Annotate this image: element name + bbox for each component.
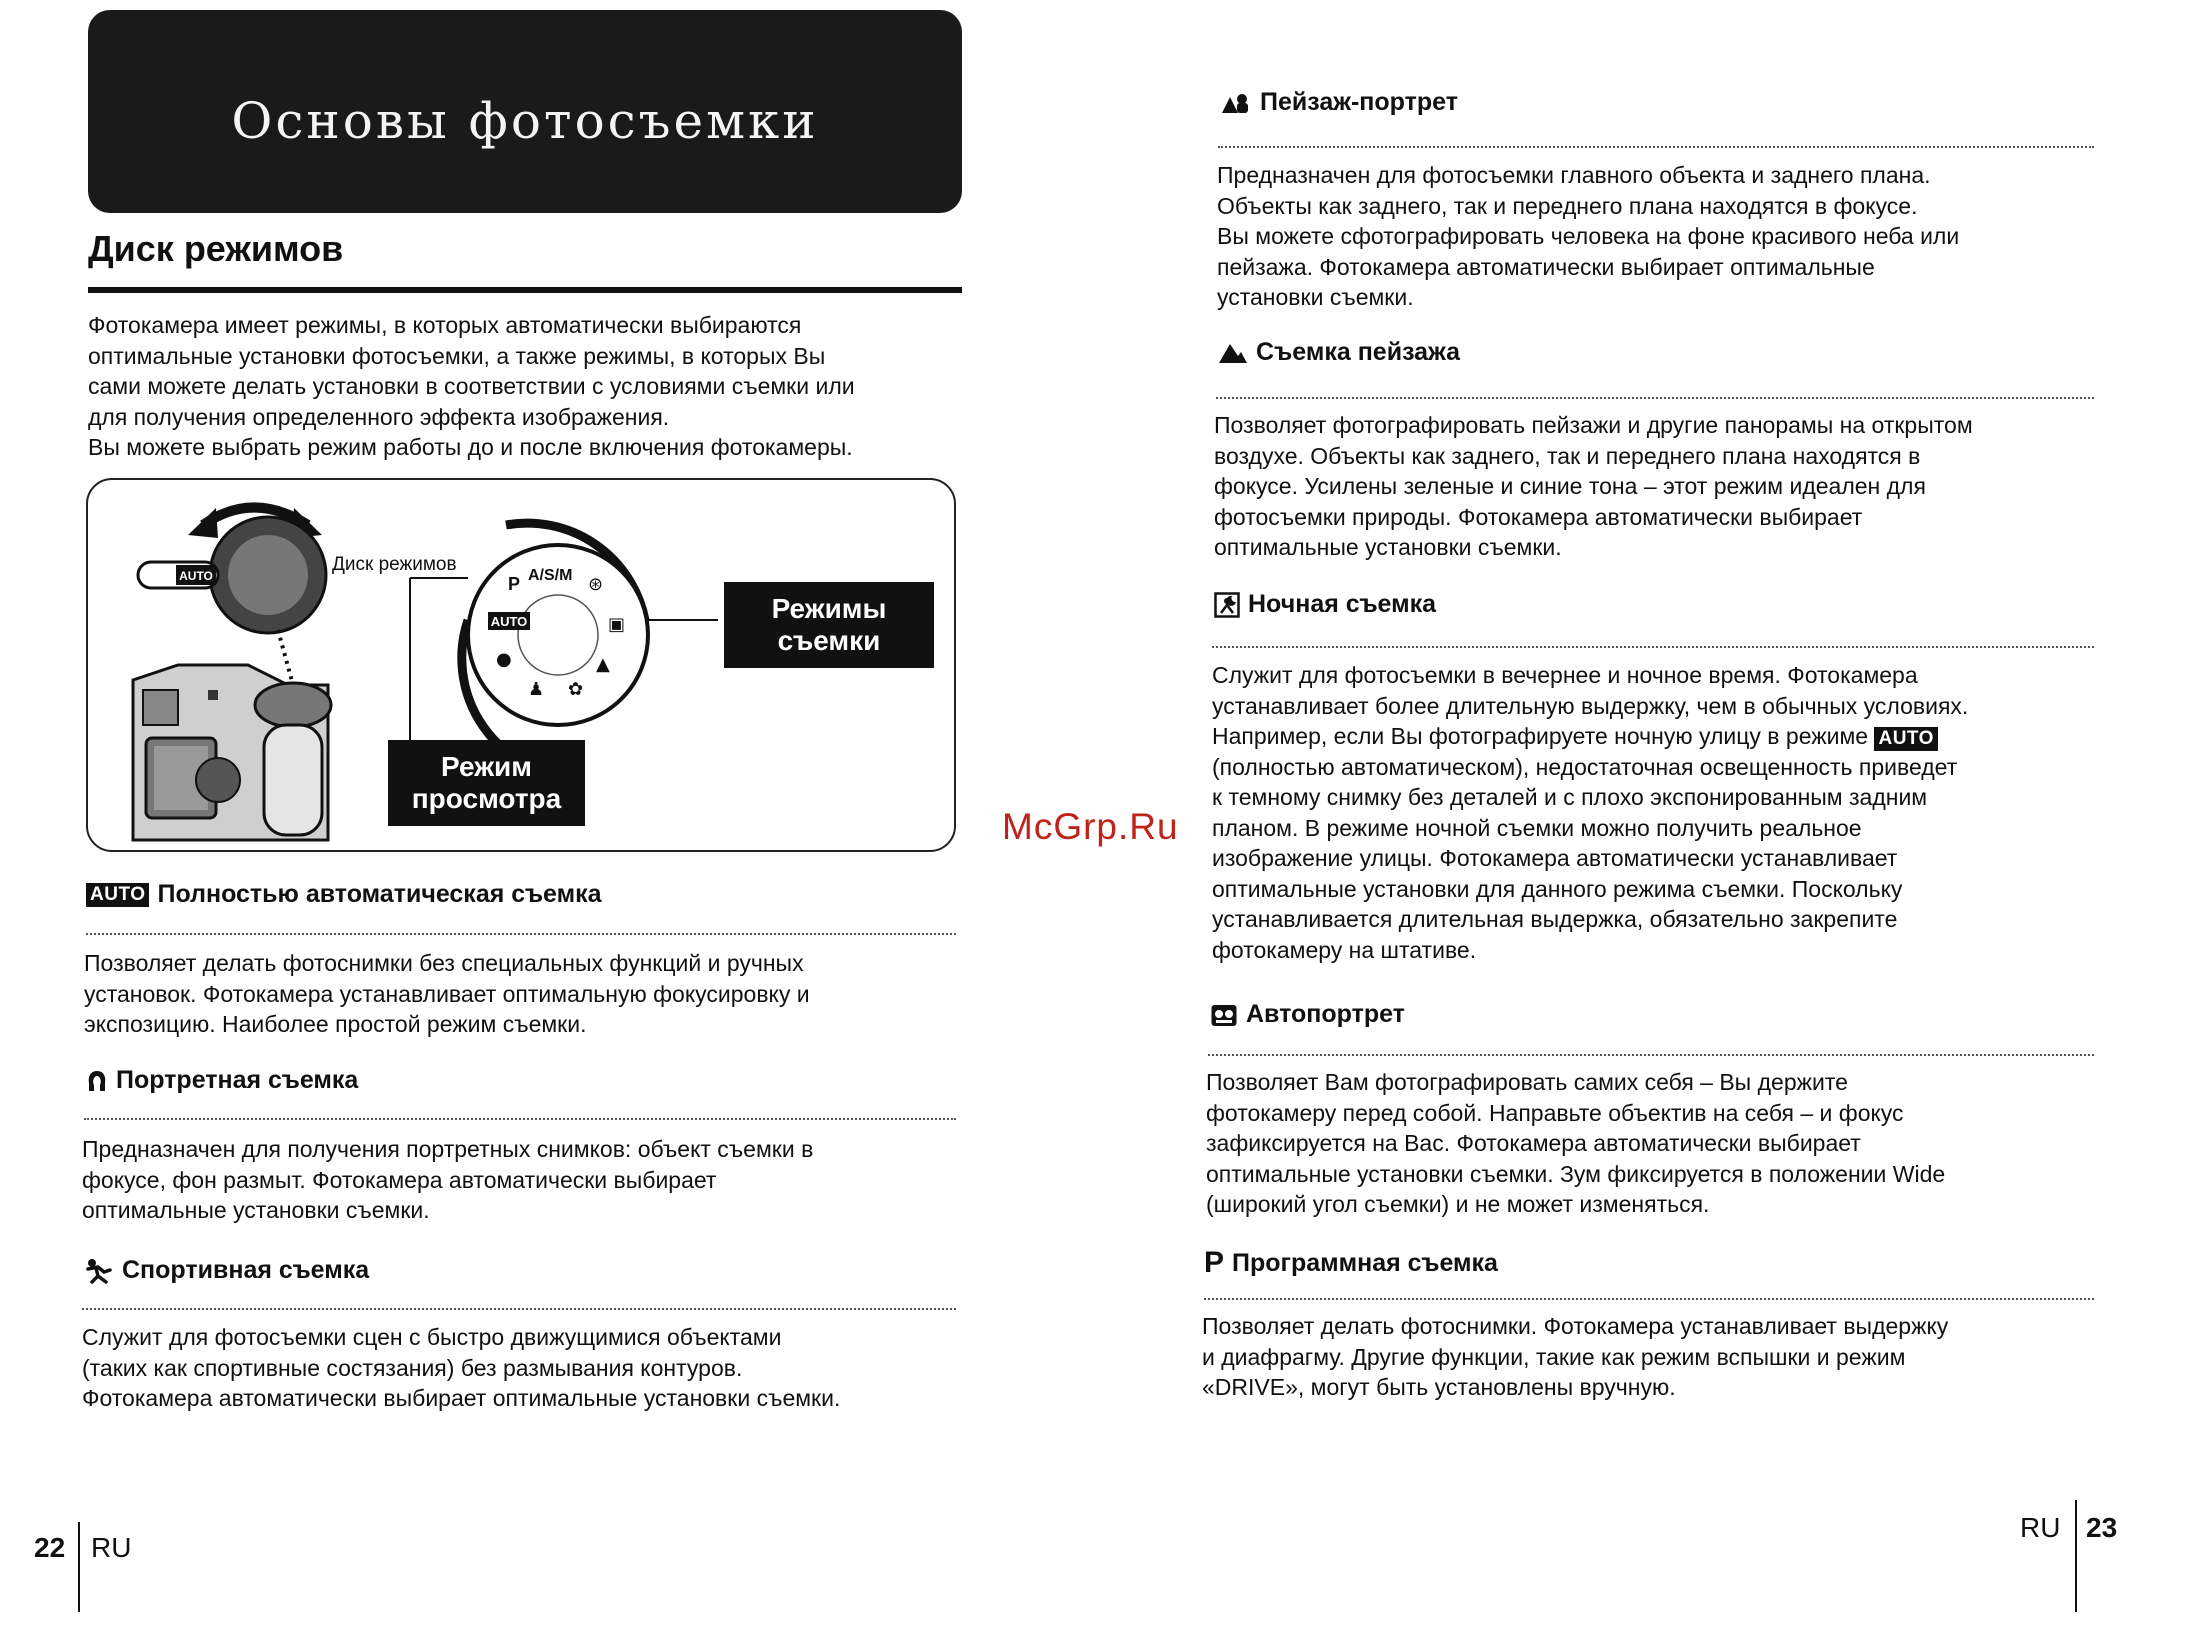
right-page	[1090, 0, 2189, 1647]
svg-text:P: P	[508, 574, 521, 594]
auto-icon: AUTO	[86, 883, 149, 907]
section-heading-program	[1204, 1248, 1498, 1278]
landscape-icon	[1218, 341, 1248, 365]
shooting-modes-callout: Режимы съемки	[724, 582, 934, 668]
section-rule	[1204, 1298, 2094, 1300]
section-text-sports: Служит для фотосъемки сцен с быстро движущимися объектами (таких как спортивные состязания) без размывания контуров. Фотокамера автоматически выбирает оптимальные установки съемки.	[82, 1324, 841, 1411]
chapter-title: Основы фотосъемки	[231, 91, 819, 150]
section-heading-night	[1214, 590, 1436, 619]
section-rule	[82, 1308, 956, 1310]
watermark: McGrp.Ru	[1002, 806, 1179, 847]
svg-text:AUTO: AUTO	[179, 569, 213, 583]
svg-text:▣: ▣	[608, 614, 626, 635]
dial-label: Диск режимов	[332, 554, 457, 575]
auto-icon: AUTO	[1874, 727, 1937, 751]
svg-text:●: ●	[496, 649, 512, 670]
section-heading-auto	[86, 880, 602, 909]
self-portrait-icon	[1210, 1002, 1238, 1028]
camera-icon	[133, 665, 331, 840]
section-title: Программная съемка	[1232, 1248, 1498, 1277]
landscape-portrait-icon	[1220, 91, 1252, 115]
mode-dial-diagram	[86, 478, 956, 852]
page-language: RU	[2020, 1512, 2061, 1543]
svg-text:A/S/M: A/S/M	[528, 567, 573, 584]
section-rule	[1208, 1054, 2094, 1056]
section-title: Съемка пейзажа	[1256, 338, 1461, 366]
section-title: Пейзаж-портрет	[1260, 88, 1458, 116]
intro-paragraph: Фотокамера имеет режимы, в которых автоматически выбираются оптимальные установки фотосъемки, а также режимы, в которых Вы сами можете делать установки в соответствии с условиями съемки или для получения определенного эффекта изображения. Вы можете выбрать режим работы до и после включения фотокамеры.	[88, 312, 855, 460]
section-heading-portrait	[86, 1066, 358, 1095]
section-rule	[1212, 646, 2094, 648]
svg-text:✿: ✿	[568, 679, 584, 700]
section-text-landscape: Позволяет фотографировать пейзажи и другие панорамы на открытом воздухе. Объекты как заднего, так и переднего плана находятся в фокусе. Усилены зеленые и синие тона – этот режим идеален для фотосъемки природы. Фотокамера автоматически выбирает оптимальные установки съемки.	[1214, 412, 1973, 560]
portrait-icon	[86, 1069, 108, 1093]
section-rule	[1218, 146, 2094, 148]
svg-text:♟: ♟	[528, 679, 545, 700]
section-text-landscape-portrait: Предназначен для фотосъемки главного объекта и заднего плана. Объекты как заднего, так и переднего плана находятся в фокусе. Вы можете сфотографировать человека на фоне красивого неба или пейзажа. Фотокамера автоматически выбирает оптимальные установки съемки.	[1217, 162, 1960, 310]
sports-icon	[84, 1258, 114, 1284]
night-text-part2: (полностью автоматическом), недостаточная освещенность приведет к темному снимку без деталей и с плохо экспонированным задним планом. В режиме ночной съемки можно получить реальное изображение улицы. Фотокамера автоматически устанавливает оптимальные установки для данного режима съемки. Поскольку устанавливается длительная выдержка, обязательно закрепите фотокамеру на штативе.	[1212, 753, 1958, 963]
section-heading-self-portrait	[1210, 1000, 1405, 1029]
section-title: Спортивная съемка	[122, 1256, 370, 1284]
section-title: Ночная съемка	[1248, 590, 1437, 618]
page-divider	[2075, 1500, 2077, 1612]
section-title: Полностью автоматическая съемка	[157, 880, 602, 908]
section-rule	[1216, 397, 2094, 399]
program-icon: P	[1204, 1246, 1225, 1279]
section-heading-landscape	[1218, 338, 1460, 367]
page-heading: Диск режимов	[88, 228, 344, 269]
page-number: 22	[34, 1532, 66, 1563]
night-text-part1: Служит для фотосъемки в вечернее и ночное время. Фотокамера устанавливает более длительную выдержку, чем в обычных условиях. Например, если Вы фотографируете ночную улицу в режиме	[1212, 662, 1969, 749]
chapter-title-banner	[88, 10, 962, 213]
page-number: 23	[2086, 1512, 2118, 1543]
section-text-night	[1212, 660, 2122, 965]
page-divider	[78, 1522, 80, 1612]
night-icon	[1214, 592, 1240, 618]
left-page	[0, 0, 1090, 1647]
svg-text:▲: ▲	[596, 654, 610, 675]
section-heading-sports	[84, 1256, 369, 1285]
page-language: RU	[91, 1532, 132, 1563]
section-rule	[84, 1118, 956, 1120]
section-title: Портретная съемка	[116, 1066, 359, 1094]
svg-text:AUTO: AUTO	[490, 614, 528, 629]
section-text-program: Позволяет делать фотоснимки. Фотокамера устанавливает выдержку и диафрагму. Другие функции, такие как режим вспышки и режим «DRIVE», могут быть установлены вручную.	[1202, 1313, 1949, 1400]
section-heading-landscape-portrait	[1220, 88, 1458, 117]
playback-mode-callout: Режим просмотра	[388, 740, 585, 826]
section-text-auto: Позволяет делать фотоснимки без специальных функций и ручных установок. Фотокамера устанавливает оптимальную фокусировку и экспозицию. Наиболее простой режим съемки.	[84, 950, 810, 1037]
section-text-self-portrait: Позволяет Вам фотографировать самих себя – Вы держите фотокамеру перед собой. Направьте объектив на себя – и фокус зафиксируется на Вас. Фотокамера автоматически выбирает оптимальные установки съемки. Зум фиксируется в положении Wide (широкий угол съемки) и не может изменяться.	[1206, 1069, 1946, 1217]
svg-text:⊛: ⊛	[588, 574, 604, 595]
section-rule	[86, 933, 956, 935]
heading-rule	[88, 287, 962, 293]
section-text-portrait: Предназначен для получения портретных снимков: объект съемки в фокусе, фон размыт. Фотокамера автоматически выбирает оптимальные установки съемки.	[82, 1136, 814, 1223]
section-title: Автопортрет	[1246, 1000, 1405, 1028]
